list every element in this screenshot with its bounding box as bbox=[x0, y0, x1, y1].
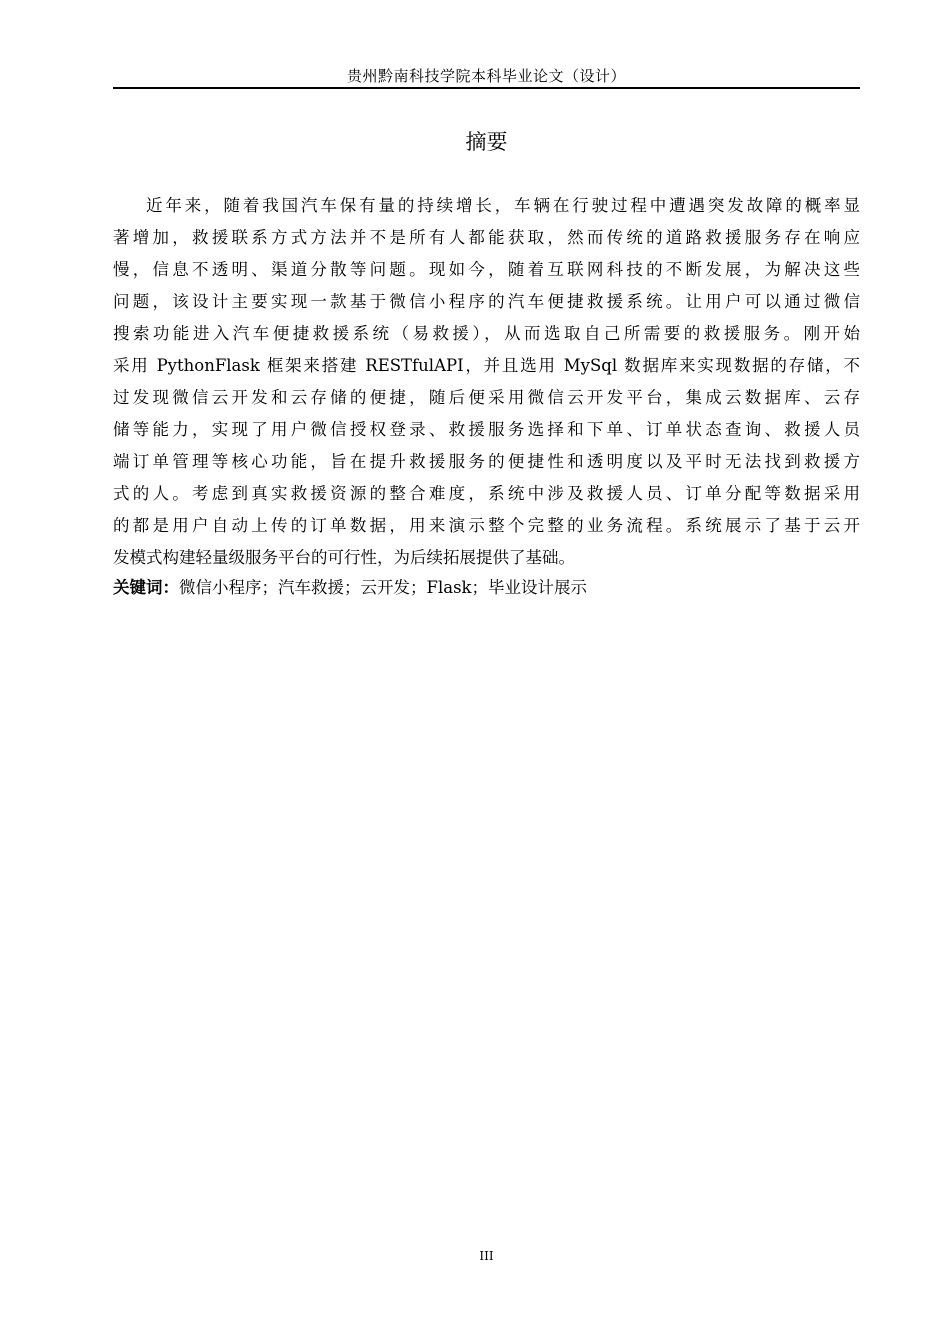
abstract-line: 著增加，救援联系方式方法并不是所有人都能获取，然而传统的道路救援服务存在响应 bbox=[113, 228, 860, 247]
abstract-line: 近年来，随着我国汽车保有量的持续增长，车辆在行驶过程中遭遇突发故障的概率显 bbox=[146, 196, 860, 215]
abstract-line: 慢，信息不透明、渠道分散等问题。现如今，随着互联网科技的不断发展，为解决这些 bbox=[113, 260, 860, 279]
keywords-label: 关键词： bbox=[113, 578, 179, 597]
running-header: 贵州黔南科技学院本科毕业论文（设计） bbox=[346, 67, 626, 85]
abstract-body bbox=[113, 190, 860, 574]
abstract-line: 过发现微信云开发和云存储的便捷，随后便采用微信云开发平台，集成云数据库、云存 bbox=[113, 388, 860, 407]
keywords bbox=[113, 572, 860, 604]
abstract-line: 端订单管理等核心功能，旨在提升救援服务的便捷性和透明度以及平时无法找到救援方 bbox=[113, 452, 860, 471]
abstract-line: 采用 PythonFlask 框架来搭建 RESTfulAPI，并且选用 MySql 数据库来实现数据的存储，不 bbox=[113, 356, 860, 375]
abstract-line: 搜索功能进入汽车便捷救援系统（易救援），从而选取自己所需要的救援服务。刚开始 bbox=[113, 324, 860, 343]
abstract-title: 摘要 bbox=[465, 130, 508, 154]
abstract-line: 问题，该设计主要实现一款基于微信小程序的汽车便捷救援系统。让用户可以通过微信 bbox=[113, 292, 860, 311]
page-number: III bbox=[479, 1249, 494, 1263]
abstract-line: 发模式构建轻量级服务平台的可行性，为后续拓展提供了基础。 bbox=[113, 548, 575, 567]
abstract-line: 储等能力，实现了用户微信授权登录、救援服务选择和下单、订单状态查询、救援人员 bbox=[113, 420, 860, 439]
header-rule bbox=[113, 87, 860, 89]
keywords-value: 微信小程序；汽车救援；云开发；Flask；毕业设计展示 bbox=[179, 578, 588, 597]
abstract-line: 式的人。考虑到真实救援资源的整合难度，系统中涉及救援人员、订单分配等数据采用 bbox=[113, 484, 860, 503]
abstract-line: 的都是用户自动上传的订单数据，用来演示整个完整的业务流程。系统展示了基于云开 bbox=[113, 516, 860, 535]
